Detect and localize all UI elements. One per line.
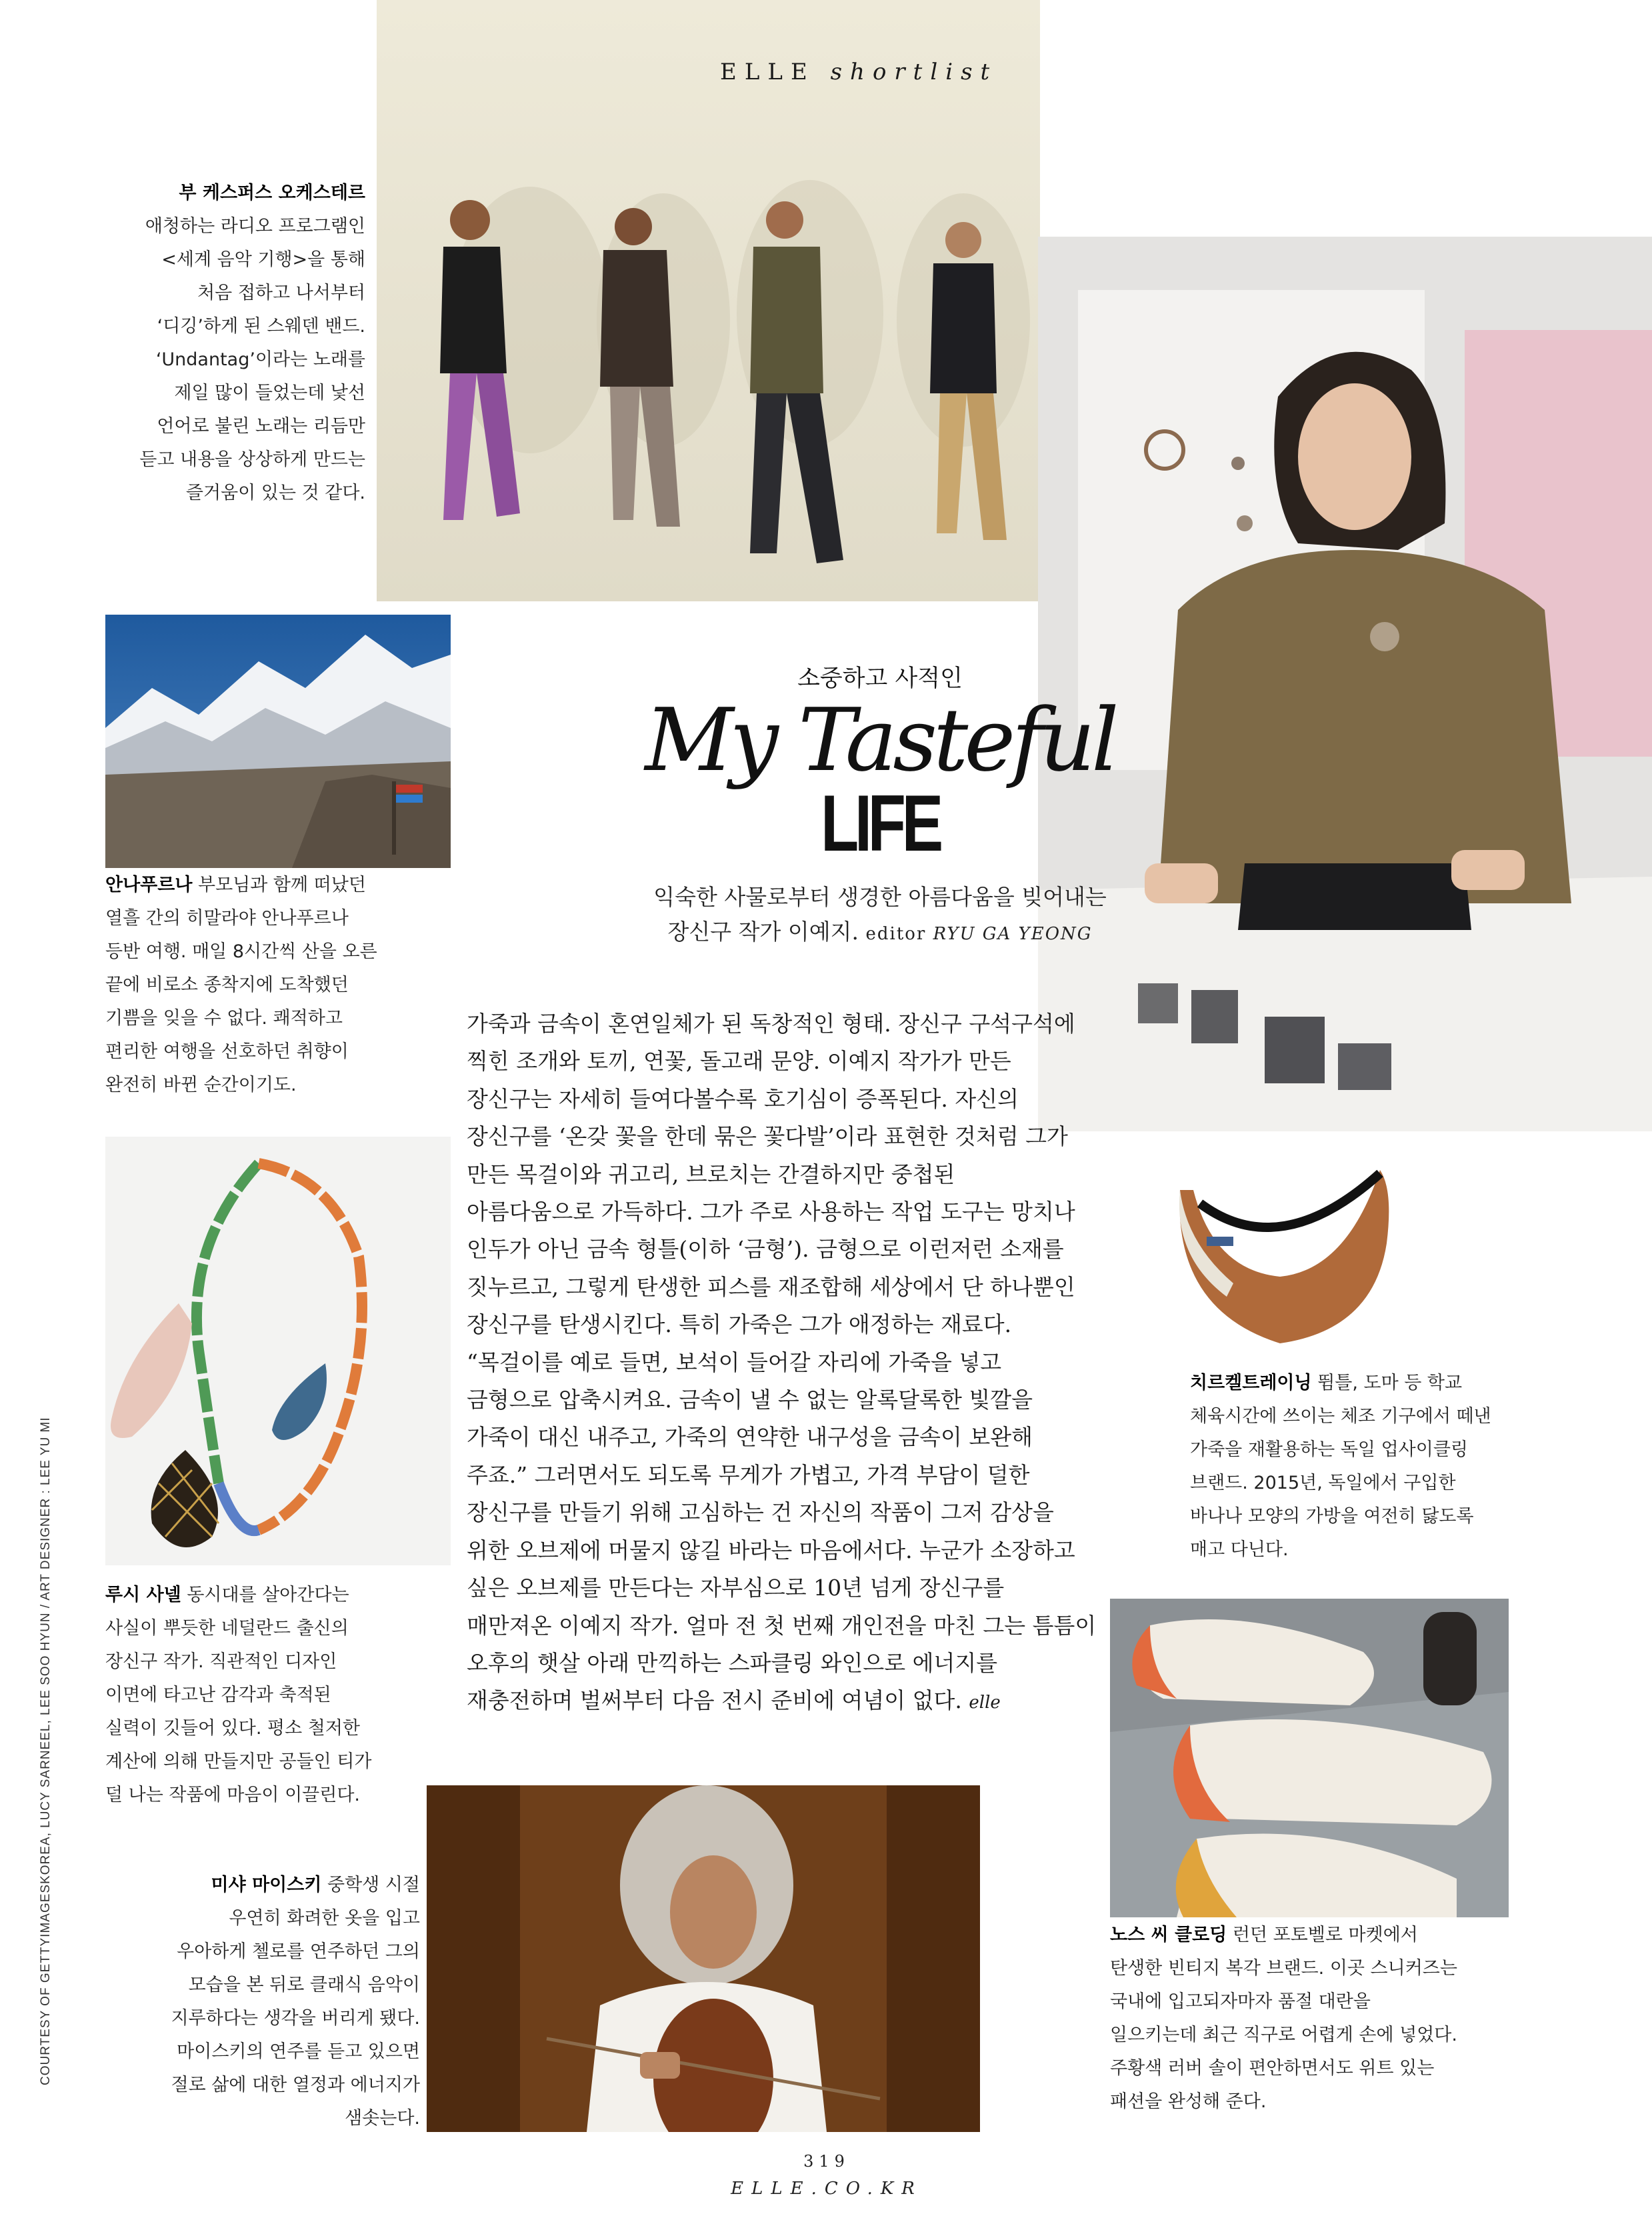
caption-line: 브랜드. 2015년, 독일에서 구입한 xyxy=(1190,1473,1456,1493)
body-line: 아름다움으로 가득하다. 그가 주로 사용하는 작업 도구는 망치나 xyxy=(467,1199,1075,1225)
caption-line: 체육시간에 쓰이는 체조 기구에서 떼낸 xyxy=(1190,1406,1491,1427)
body-line: 만든 목걸이와 귀고리, 브로치는 간결하지만 중첩된 xyxy=(467,1161,955,1187)
body-line: 장신구를 탄생시킨다. 특히 가죽은 그가 애정하는 재료다. xyxy=(467,1311,1012,1338)
body-line: 싶은 오브제를 만든다는 자부심으로 10년 넘게 장신구를 xyxy=(467,1575,1005,1601)
band-caption xyxy=(100,177,365,510)
caption-title: 치르켈트레이닝 xyxy=(1190,1373,1312,1393)
designer-portrait-photo xyxy=(1038,237,1652,1131)
mischa-maisky-photo xyxy=(427,1785,980,2132)
caption-line: 즐거움이 있는 것 같다. xyxy=(185,483,365,503)
body-line: 위한 오브제에 머물지 않길 바라는 마음에서다. 누군가 소장하고 xyxy=(467,1537,1075,1563)
dek-line: 장신구 작가 이예지. xyxy=(667,919,859,945)
caption-line: 사실이 뿌듯한 네덜란드 출신의 xyxy=(105,1618,349,1639)
caption-line: 절로 삶에 대한 열정과 에너지가 xyxy=(171,2075,420,2095)
page-number: 319 xyxy=(803,2152,850,2171)
caption-line: 바나나 모양의 가방을 여전히 닳도록 xyxy=(1190,1506,1474,1527)
caption-line: 런던 포토벨로 마켓에서 xyxy=(1227,1925,1418,1945)
caption-line: 이면에 타고난 감각과 축적된 xyxy=(105,1685,331,1705)
body-line: 가죽과 금속이 혼연일체가 된 독창적인 형태. 장신구 구석구석에 xyxy=(467,1011,1075,1037)
caption-line: 매고 다닌다. xyxy=(1190,1539,1289,1560)
caption-line: 마이스키의 연주를 듣고 있으면 xyxy=(177,2041,420,2062)
section-name: shortlist xyxy=(830,59,998,85)
body-line: 장신구를 ‘온갖 꽃을 한데 묶은 꽃다발’이라 표현한 것처럼 그가 xyxy=(467,1123,1068,1150)
body-line: 인두가 아닌 금속 형틀(이하 ‘금형’). 금형으로 이런저런 소재를 xyxy=(467,1236,1064,1263)
zirkeltraining-caption xyxy=(1190,1367,1603,1567)
body-line: 장신구를 만들기 위해 고심하는 건 자신의 작품이 그저 감상을 xyxy=(467,1499,1054,1526)
caption-line: 애청하는 라디오 프로그램인 xyxy=(145,216,365,237)
headline-title-life: LIFE xyxy=(821,779,939,868)
caption-line: 탄생한 빈티지 복각 브랜드. 이곳 스니커즈는 xyxy=(1110,1958,1457,1979)
body-line: 주죠.” 그러면서도 되도록 무게가 가볍고, 가격 부담이 덜한 xyxy=(467,1461,1030,1488)
annapurna-caption xyxy=(105,869,439,1102)
photo-credit: COURTESY OF GETTYIMAGESKOREA, LUCY SARNEEL, LEE SOO HYUN / ART DESIGNER : LEE YU MI xyxy=(39,1417,53,2085)
caption-line: 모습을 본 뒤로 클래식 음악이 xyxy=(188,1975,420,1995)
body-line: 짓누르고, 그렇게 탄생한 피스를 재조합해 세상에서 단 하나뿐인 xyxy=(467,1273,1075,1300)
zirkeltraining-bag-photo xyxy=(1160,1163,1413,1363)
caption-line: 지루하다는 생각을 버리게 됐다. xyxy=(171,2008,420,2029)
caption-line: 언어로 불린 노래는 리듬만 xyxy=(157,416,365,437)
band-photo xyxy=(377,0,1040,601)
mischa-maisky-caption xyxy=(100,1869,420,2135)
caption-line: 제일 많이 들었는데 낯선 xyxy=(174,383,365,403)
body-line: 금형으로 압축시켜요. 금속이 낼 수 없는 알록달록한 빛깔을 xyxy=(467,1387,1033,1413)
editor-label: editor xyxy=(865,924,927,944)
caption-line: 처음 접하고 나서부터 xyxy=(197,283,365,303)
headline-dek xyxy=(533,880,1227,951)
caption-line: 장신구 작가. 직관적인 디자인 xyxy=(105,1651,337,1672)
caption-line: 듣고 내용을 상상하게 만드는 xyxy=(139,449,365,470)
caption-line: 열흘 간의 히말라야 안나푸르나 xyxy=(105,908,349,929)
caption-line: 끝에 비로소 종착지에 도착했던 xyxy=(105,975,349,995)
section-header xyxy=(720,59,997,85)
nosc-clothing-caption xyxy=(1110,1919,1577,2119)
body-line: 오후의 햇살 아래 만끽하는 스파클링 와인으로 에너지를 xyxy=(467,1649,998,1676)
caption-line: 동시대를 살아간다는 xyxy=(181,1585,349,1605)
caption-line: 실력이 깃들어 있다. 평소 철저한 xyxy=(105,1718,360,1739)
caption-title: 미샤 마이스키 xyxy=(211,1875,322,1895)
lucy-sarneel-caption xyxy=(105,1579,439,1812)
lucy-sarneel-necklace-photo xyxy=(105,1137,451,1565)
caption-line: 부모님과 함께 떠났던 xyxy=(192,875,366,895)
body-line: 찍힌 조개와 토끼, 연꽃, 돌고래 문양. 이예지 작가가 만든 xyxy=(467,1048,1011,1075)
caption-line: 우아하게 첼로를 연주하던 그의 xyxy=(177,1941,420,1962)
body-line: 가죽이 대신 내주고, 가죽의 연약한 내구성을 금속이 보완해 xyxy=(467,1424,1033,1451)
caption-title: 루시 사넬 xyxy=(105,1585,181,1605)
caption-title: 부 케스퍼스 오케스테르 xyxy=(179,183,365,203)
body-line: 재충전하며 벌써부터 다음 전시 준비에 여념이 없다. xyxy=(467,1687,962,1714)
caption-title: 안나푸르나 xyxy=(105,875,193,895)
dek-line: 익숙한 사물로부터 생경한 아름다움을 빚어내는 xyxy=(653,884,1107,910)
site-url: ELLE.CO.KR xyxy=(731,2179,923,2199)
caption-line: 우연히 화려한 옷을 입고 xyxy=(229,1908,420,1929)
headline-kicker: 소중하고 사적인 xyxy=(797,665,963,692)
editor-name: RYU GA YEONG xyxy=(933,924,1093,944)
caption-line: ‘디깅’하게 된 스웨덴 밴드. xyxy=(157,316,365,337)
body-line: 장신구는 자세히 들여다볼수록 호기심이 증폭된다. 자신의 xyxy=(467,1085,1019,1112)
end-mark: elle xyxy=(969,1693,1001,1713)
caption-line: 기쁨을 잊을 수 없다. 쾌적하고 xyxy=(105,1008,343,1029)
body-line: “목걸이를 예로 들면, 보석이 들어갈 자리에 가죽을 넣고 xyxy=(467,1349,1002,1375)
caption-line: <세계 음악 기행>을 통해 xyxy=(161,249,365,270)
caption-line: 덜 나는 작품에 마음이 이끌린다. xyxy=(105,1785,360,1805)
caption-line: 국내에 입고되자마자 품절 대란을 xyxy=(1110,1991,1371,2012)
caption-line: 샘솟는다. xyxy=(345,2108,420,2129)
caption-title: 노스 씨 클로딩 xyxy=(1110,1925,1227,1945)
caption-line: 주황색 러버 솔이 편안하면서도 위트 있는 xyxy=(1110,2058,1435,2079)
caption-line: ‘Undantag’이라는 노래를 xyxy=(155,349,365,370)
article-body xyxy=(467,1005,1097,1722)
caption-line: 완전히 바뀐 순간이기도. xyxy=(105,1075,297,1095)
brand-name: ELLE xyxy=(720,59,815,85)
nosc-clothing-sneakers-photo xyxy=(1110,1599,1509,1917)
caption-line: 중학생 시절 xyxy=(321,1875,420,1895)
body-line: 매만져온 이예지 작가. 얼마 전 첫 번째 개인전을 마친 그는 틈틈이 xyxy=(467,1612,1097,1639)
editor-credit xyxy=(865,924,1092,944)
caption-line: 편리한 여행을 선호하던 취향이 xyxy=(105,1041,349,1062)
annapurna-photo xyxy=(105,615,451,868)
caption-line: 뜀틀, 도마 등 학교 xyxy=(1311,1373,1463,1393)
caption-line: 가죽을 재활용하는 독일 업사이클링 xyxy=(1190,1439,1468,1460)
headline-title: My Tasteful xyxy=(645,689,1115,791)
caption-line: 일으키는데 최근 직구로 어렵게 손에 넣었다. xyxy=(1110,2025,1457,2045)
caption-line: 등반 여행. 매일 8시간씩 산을 오른 xyxy=(105,941,377,962)
caption-line: 패션을 완성해 준다. xyxy=(1110,2091,1267,2112)
caption-line: 계산에 의해 만들지만 공들인 티가 xyxy=(105,1751,372,1772)
